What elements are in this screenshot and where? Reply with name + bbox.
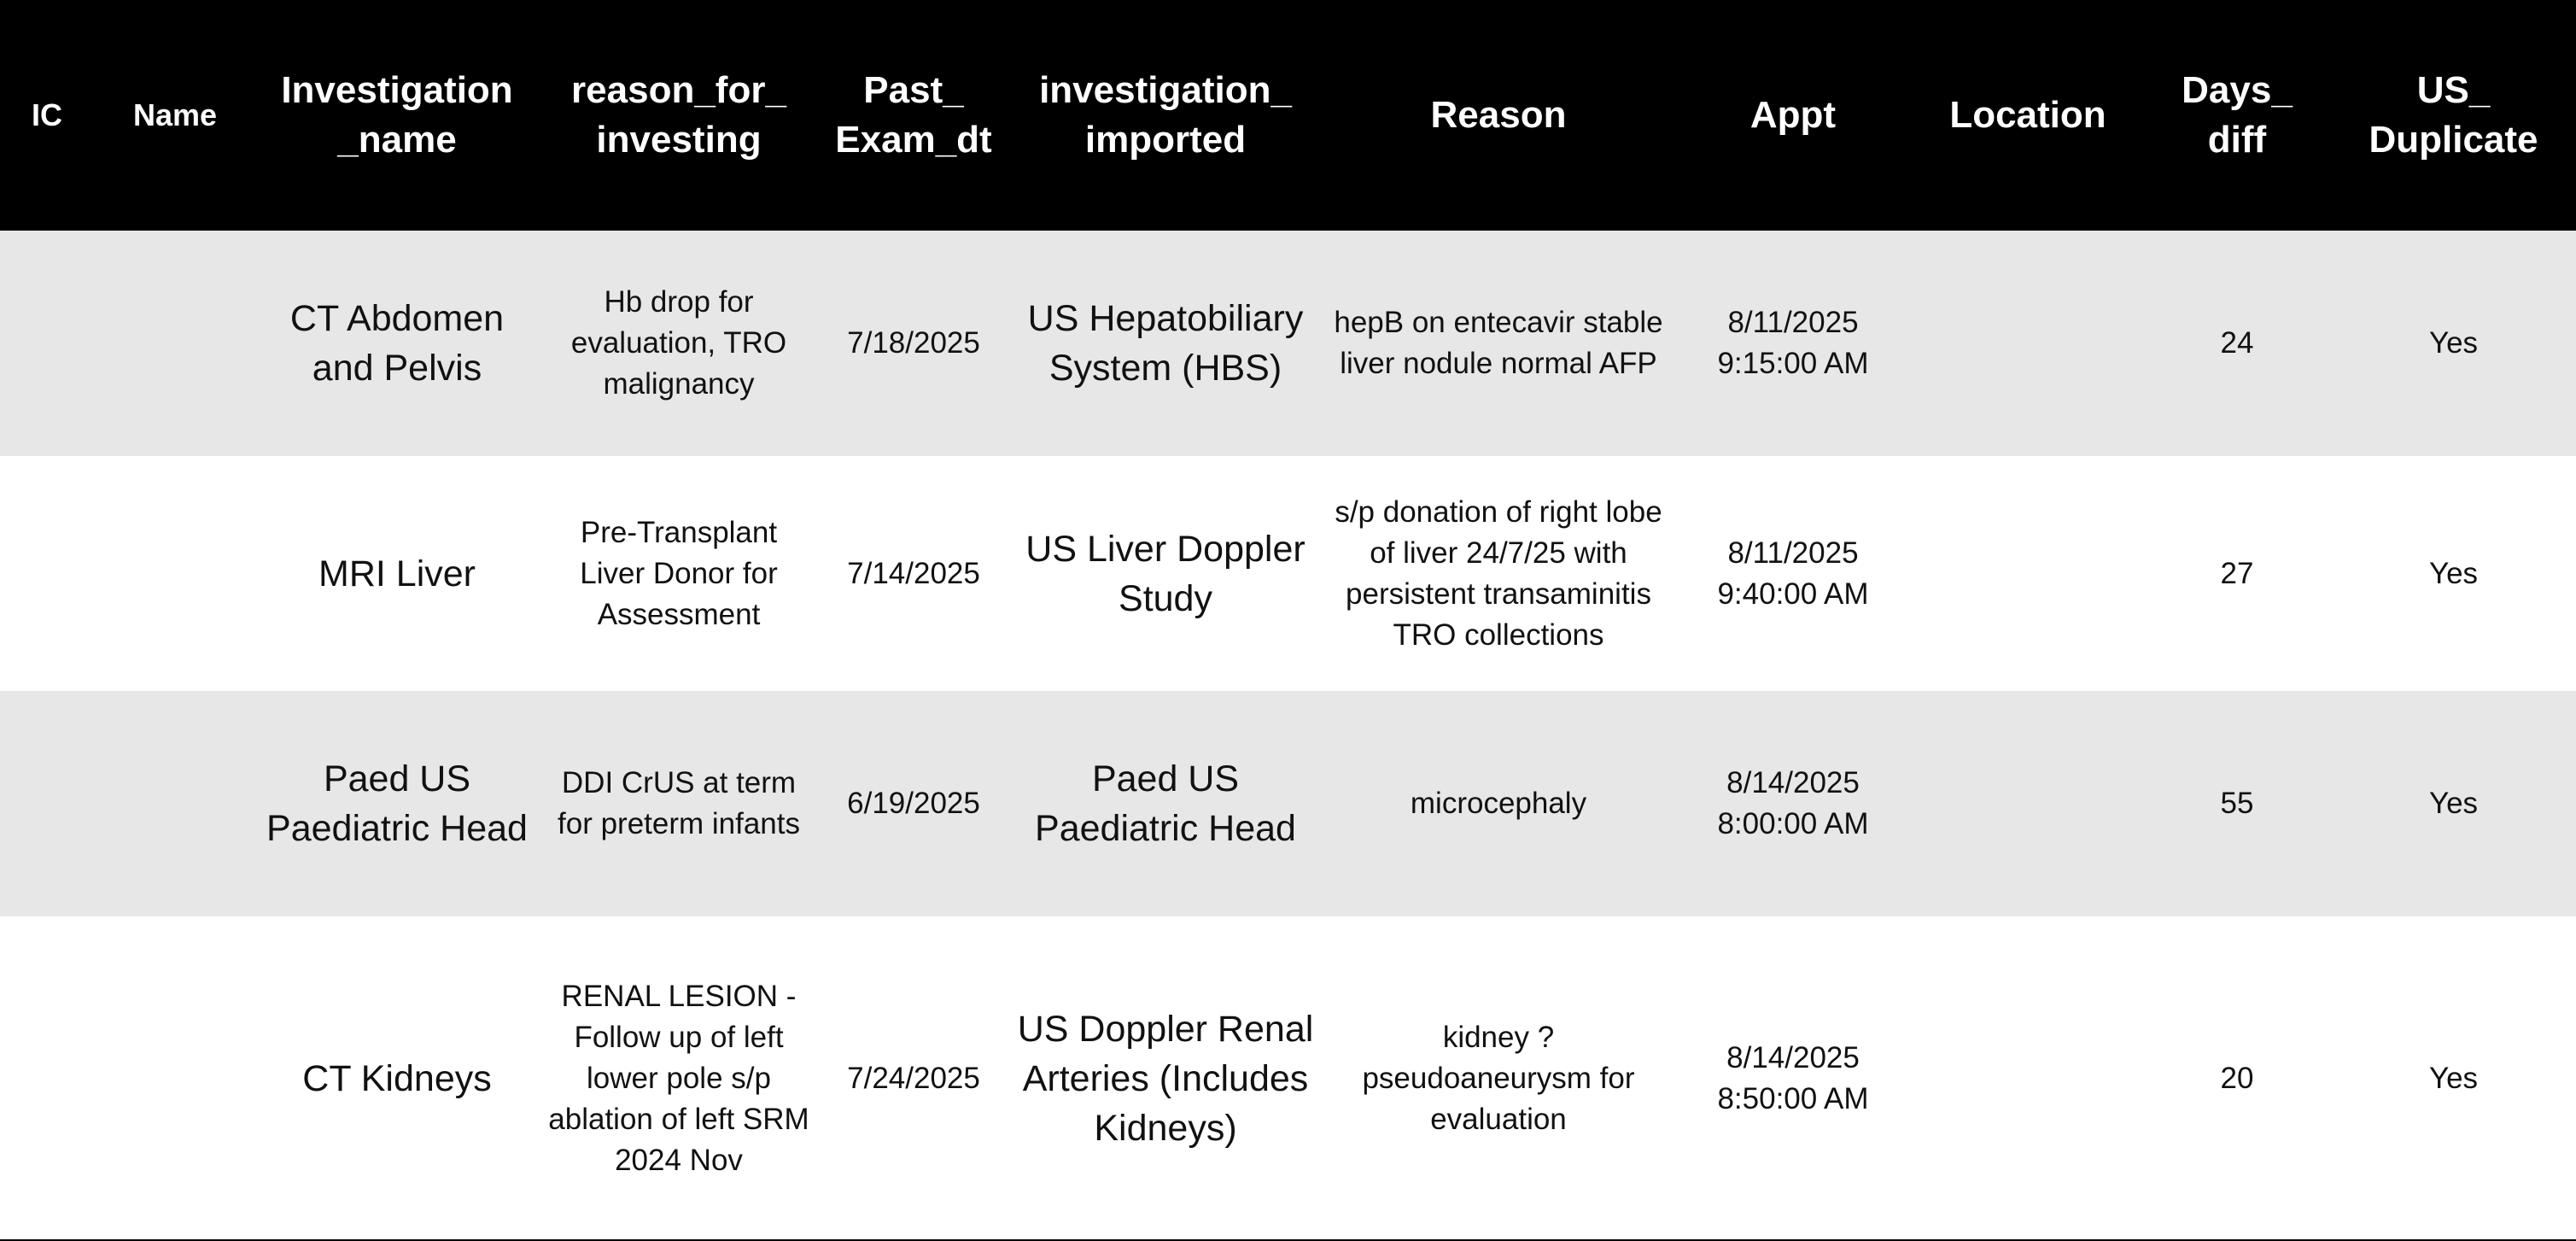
cell-days-diff: 24 bbox=[2220, 326, 2254, 360]
col-header-reason-for-investing: reason_for_ investing bbox=[571, 69, 786, 161]
table-row bbox=[0, 916, 2576, 1241]
col-header-name: Name bbox=[132, 97, 218, 132]
cell-reason: hepB on entecavir stable liver nodule normal AFP bbox=[1334, 306, 1663, 380]
cell-location bbox=[1913, 231, 2143, 456]
col-header-reason: Reason bbox=[1430, 94, 1567, 136]
table-row bbox=[0, 456, 2576, 691]
cell-ic bbox=[0, 916, 94, 1241]
cell-us-duplicate: Yes bbox=[2428, 1062, 2479, 1095]
col-header-days-diff: Days_ diff bbox=[2182, 69, 2293, 161]
col-header-investigation-name: Investigation _name bbox=[281, 69, 513, 161]
cell-investigation-imported: US Hepatobiliary System (HBS) bbox=[1027, 298, 1304, 389]
cell-reason: microcephaly bbox=[1410, 787, 1587, 820]
cell-name bbox=[94, 691, 256, 916]
cell-past-exam-dt: 7/18/2025 bbox=[847, 326, 980, 360]
table-row bbox=[0, 691, 2576, 916]
cell-reason-for-investing: DDI CrUS at term for preterm infants bbox=[558, 766, 800, 840]
col-header-location: Location bbox=[1949, 94, 2106, 136]
cell-reason: s/p donation of right lobe of liver 24/7/25 with persistent transaminitis TRO collections bbox=[1335, 495, 1662, 652]
cell-reason-for-investing: Hb drop for evaluation, TRO malignancy bbox=[570, 285, 787, 401]
header-row bbox=[0, 0, 2576, 231]
col-header-investigation-imported: investigation_ imported bbox=[1039, 69, 1292, 161]
cell-investigation-name: CT Kidneys bbox=[302, 1058, 492, 1099]
cell-past-exam-dt: 7/24/2025 bbox=[847, 1062, 980, 1095]
cell-past-exam-dt: 7/14/2025 bbox=[847, 556, 980, 590]
cell-name bbox=[94, 916, 256, 1241]
cell-appt: 8/14/2025 8:50:00 AM bbox=[1717, 1041, 1869, 1115]
cell-reason-for-investing: RENAL LESION - Follow up of left lower pole s/p ablation of left SRM 2024 Nov bbox=[548, 980, 809, 1177]
table-row bbox=[0, 231, 2576, 456]
cell-ic bbox=[0, 231, 94, 456]
cell-days-diff: 27 bbox=[2220, 556, 2254, 590]
cell-days-diff: 55 bbox=[2220, 787, 2254, 820]
cell-investigation-name: CT Abdomen and Pelvis bbox=[289, 298, 505, 389]
cell-name bbox=[94, 456, 256, 691]
cell-reason-for-investing: Pre-Transplant Liver Donor for Assessment bbox=[580, 515, 778, 631]
cell-location bbox=[1913, 456, 2143, 691]
cell-investigation-imported: US Doppler Renal Arteries (Includes Kidneys) bbox=[1017, 1009, 1314, 1149]
cell-us-duplicate: Yes bbox=[2428, 556, 2479, 590]
cell-investigation-imported: Paed US Paediatric Head bbox=[1035, 758, 1296, 849]
cell-us-duplicate: Yes bbox=[2428, 787, 2479, 820]
col-header-past-exam-dt: Past_ Exam_dt bbox=[835, 69, 992, 161]
cell-appt: 8/14/2025 8:00:00 AM bbox=[1717, 766, 1869, 840]
cell-investigation-name: MRI Liver bbox=[318, 553, 476, 594]
col-header-us-duplicate: US_ Duplicate bbox=[2369, 69, 2538, 161]
cell-location bbox=[1913, 691, 2143, 916]
cell-investigation-imported: US Liver Doppler Study bbox=[1025, 528, 1306, 619]
cell-location bbox=[1913, 916, 2143, 1241]
cell-name bbox=[94, 231, 256, 456]
col-header-ic: IC bbox=[32, 97, 62, 132]
cell-past-exam-dt: 6/19/2025 bbox=[847, 787, 980, 820]
cell-ic bbox=[0, 456, 94, 691]
col-header-appt: Appt bbox=[1749, 94, 1837, 136]
cell-ic bbox=[0, 691, 94, 916]
cell-appt: 8/11/2025 9:15:00 AM bbox=[1717, 306, 1869, 380]
cell-days-diff: 20 bbox=[2220, 1062, 2254, 1095]
cell-reason: kidney ?pseudoaneurysm for evaluation bbox=[1362, 1021, 1635, 1136]
cell-us-duplicate: Yes bbox=[2428, 326, 2479, 360]
cell-appt: 8/11/2025 9:40:00 AM bbox=[1717, 536, 1869, 611]
cell-investigation-name: Paed US Paediatric Head bbox=[266, 758, 528, 849]
